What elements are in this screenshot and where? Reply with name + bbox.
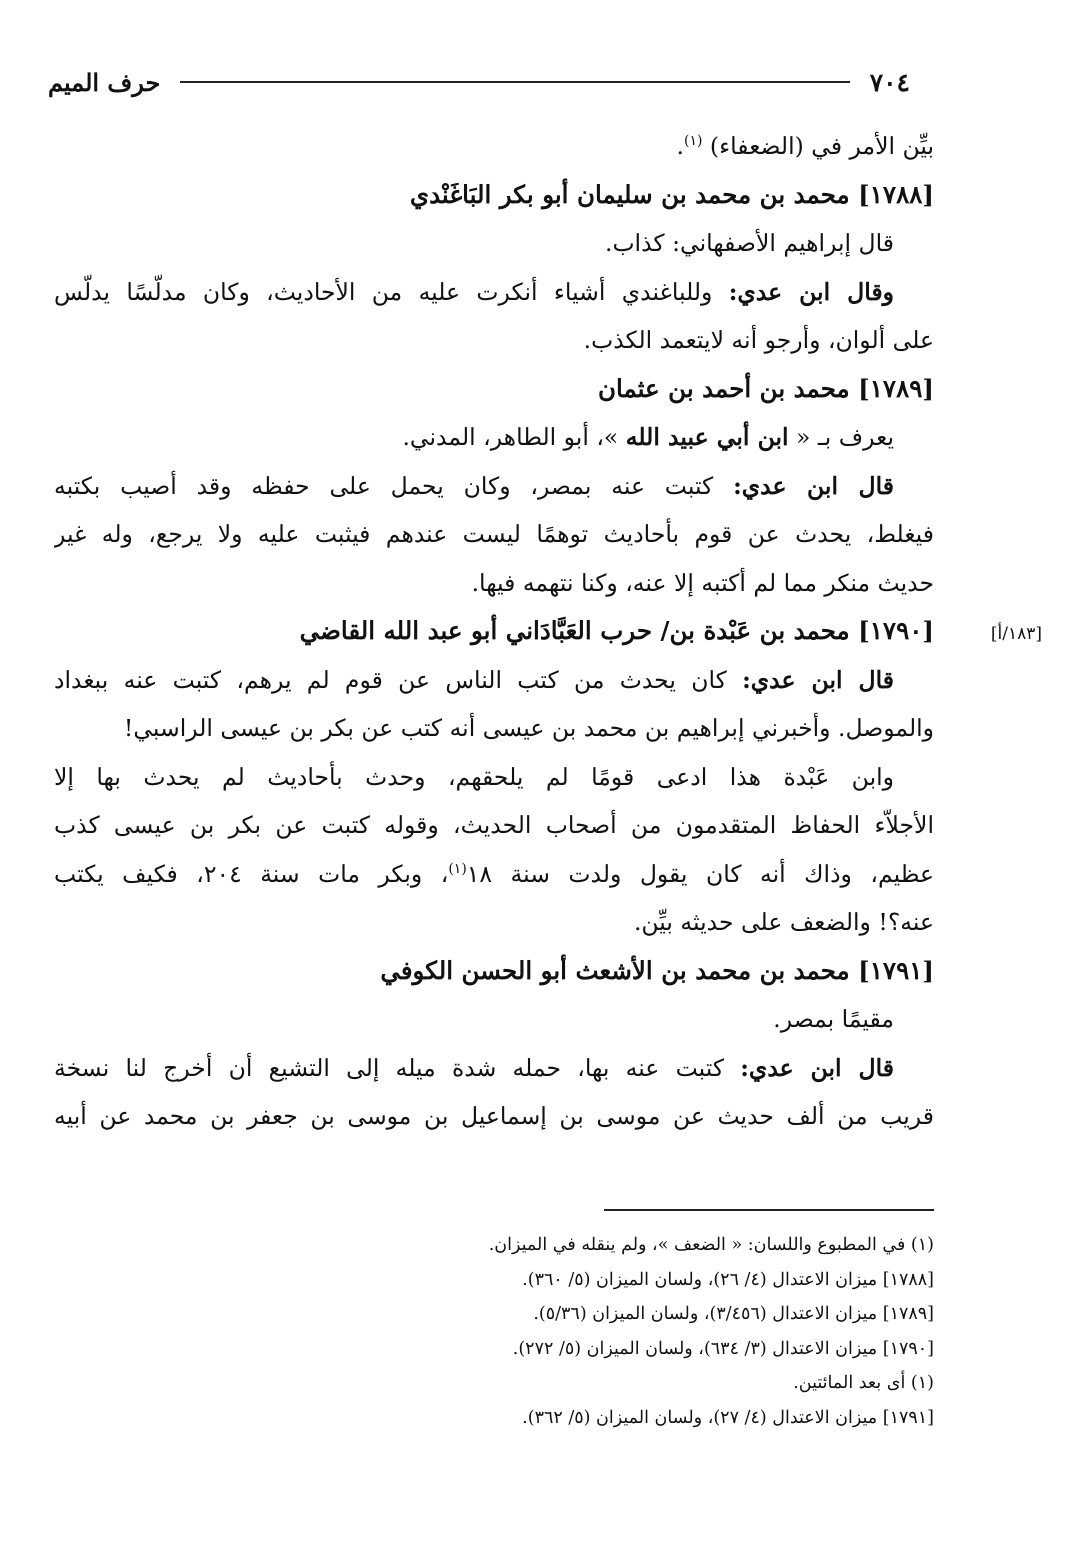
footnote: (١) في المطبوع واللسان: « الضعف »، ولم ينقله في الميزان.	[488, 1235, 934, 1255]
entry-heading-1791: [١٧٩١] محمد بن محمد بن الأشعث أبو الحسن الكوفي	[380, 955, 934, 985]
text-line: قال ابن عدي: كتبت عنه بمصر، وكان يحمل على حفظه وقد أصيب بكتبه	[54, 471, 895, 500]
margin-folio-note: [١٨٣/أ]	[990, 624, 1042, 644]
entry-heading-1789: [١٧٨٩] محمد بن أحمد بن عثمان	[598, 373, 934, 403]
footnote: [١٧٩١] ميزان الاعتدال (٤/ ٢٧)، ولسان الميزان (٥/ ٣٦٢).	[522, 1407, 934, 1428]
text-line: وابن عَبْدة هذا ادعى قومًا لم يلحقهم، وحدث بأحاديث لم يحدث بها إلا	[54, 762, 894, 791]
footnotes-block	[54, 1228, 934, 1435]
header-rule	[180, 81, 849, 83]
text-line: بيِّن الأمر في (الضعفاء) $^{(١)}$.	[676, 132, 934, 160]
text-line: عنه؟! والضعف على حديثه بيِّن.	[633, 908, 934, 936]
speaker-label: قال ابن عدي:	[740, 1053, 894, 1082]
page-number: ٧٠٤	[869, 67, 910, 97]
footnote-separator	[604, 1209, 934, 1211]
footnote: [١٧٩٠] ميزان الاعتدال (٣/ ٦٣٤)، ولسان الميزان (٥/ ٢٧٢).	[512, 1338, 934, 1359]
text-line: قال ابن عدي: كان يحدث من كتب الناس عن قوم لم يرهم، كتبت عنه ببغداد	[54, 665, 894, 694]
entry-heading-1790: [١٧٩٠] محمد بن عَبْدة بن/ حرب العَبَّادَاني أبو عبد الله القاضي	[299, 616, 934, 645]
text-line: قريب من ألف حديث عن موسى بن إسماعيل بن موسى بن جعفر بن محمد عن أبيه	[54, 1102, 934, 1130]
text-line: فيغلط، يحدث عن قوم بأحاديث توهمًا ليست عندهم فيثبت عليه ولا يرجع، وله غير	[54, 520, 934, 548]
text-line: والموصل. وأخبرني إبراهيم بن محمد بن عيسى أنه كتب عن بكر بن عيسى الراسبي!	[123, 714, 934, 742]
footnote-ref: (١)	[683, 133, 703, 150]
text-line: حديث منكر مما لم أكتبه إلا عنه، وكنا نتهمه فيها.	[471, 568, 934, 597]
speaker-label: قال ابن عدي:	[733, 471, 895, 500]
text-line: وقال ابن عدي: وللباغندي أشياء أنكرت عليه من الأحاديث، وكان مدلّسًا يدلّس	[54, 277, 894, 306]
text-line: عظيم، وذاك أنه كان يقول ولدت سنة ١٨$^{(١)}$، وبكر مات سنة ٢٠٤، فكيف يكتب	[54, 859, 934, 888]
text-line: مقيمًا بمصر.	[773, 1005, 894, 1033]
speaker-label: قال ابن عدي:	[742, 665, 894, 694]
text-line: الأجلاّء الحفاظ المتقدمون من أصحاب الحديث، وقوله كتبت عن بكر بن عيسى كذب	[54, 811, 934, 839]
chapter-title: حرف الميم	[48, 67, 161, 97]
entry-heading-1788: [١٧٨٨] محمد بن محمد بن سليمان أبو بكر البَاغَنْدي	[409, 179, 934, 209]
footnote-ref: (١)	[448, 860, 467, 877]
footnote: (١) أى بعد المائتين.	[793, 1373, 934, 1393]
running-header	[48, 62, 910, 102]
text-line: قال ابن عدي: كتبت عنه بها، حمله شدة ميله إلى التشيع أن أخرج لنا نسخة	[54, 1053, 894, 1082]
footnote: [١٧٨٩] ميزان الاعتدال (٣/٤٥٦)، ولسان الميزان (٥/٣٦).	[533, 1304, 934, 1324]
text-line: قال إبراهيم الأصفهاني: كذاب.	[604, 229, 894, 257]
speaker-label: وقال ابن عدي:	[728, 277, 894, 306]
main-text-column	[54, 122, 934, 1141]
footnote: [١٧٨٨] ميزان الاعتدال (٤/ ٢٦)، ولسان الميزان (٥/ ٣٦٠).	[522, 1269, 934, 1290]
text-line: يعرف بـ « ابن أبي عبيد الله »، أبو الطاهر، المدني.	[402, 423, 894, 451]
text-line: على ألوان، وأرجو أنه لايتعمد الكذب.	[583, 326, 934, 354]
nickname: ابن أبي عبيد الله	[625, 423, 789, 451]
